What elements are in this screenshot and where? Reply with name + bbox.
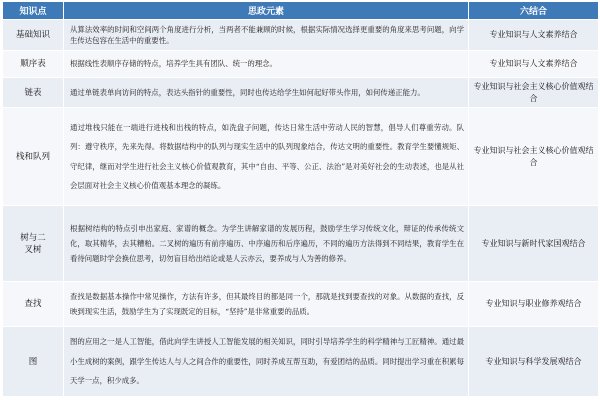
combination-cell: 专业知识与人文素养结合 — [469, 20, 599, 51]
knowledge-point-cell: 链表 — [3, 78, 64, 108]
combination-cell: 专业知识与人文素养结合 — [469, 51, 599, 78]
ideological-element-cell: 根据树结构的特点引申出家庭、家谱的概念。为学生讲解家谱的发展历程，鼓励学生学习传统文化，辩证的传承传统文化，取其精华，去其糟粕。二叉树的遍历有前序遍历、中序遍历和后序遍历，不同的遍历方法得到不同结果，教育学生在看待问题时学会换位思考，切勿盲目给出结论或是人云亦云，要养成与人为善的修养。 — [64, 206, 469, 282]
ideological-element-cell: 从算法效率的时间和空间两个角度进行分析，当两者不能兼顾的时候，根据实际情况选择更重要的角度来思考问题，向学生传达包容在生活中的重要性。 — [64, 20, 469, 51]
header-ideological-element: 思政元素 — [64, 2, 469, 20]
table-body — [3, 20, 599, 397]
knowledge-point-cell: 查找 — [3, 282, 64, 327]
table-row — [3, 51, 599, 78]
knowledge-point-cell: 图 — [3, 327, 64, 397]
ideological-element-cell: 根据线性表顺序存储的特点，培养学生具有团队、统一的理念。 — [64, 51, 469, 78]
knowledge-point-cell: 基础知识 — [3, 20, 64, 51]
ideological-element-cell: 通过堆栈只能在一端进行进栈和出栈的特点，如洗盘子问题，传达日常生活中劳动人民的智慧，倡导人们尊重劳动。队列：遵守秩序，先来先得。将数据结构中的队列与现实生活中的队列现象结合，传达文明的重要性。教育学生要懂规矩、守纪律，继而对学生进行社会主义核心价值观教育，其中“自由、平等、公正、法治”是对美好社会的生动表述，也是从社会层面对社会主义核心价值观基本理念的凝练。 — [64, 108, 469, 206]
ideology-table-page — [2, 1, 598, 398]
ideological-element-cell: 通过单链表单向访问的特点，表达头指针的重要性，同时也传达给学生如何起好带头作用，如何传递正能力。 — [64, 78, 469, 108]
table-row — [3, 282, 599, 327]
table-row — [3, 78, 599, 108]
ideology-table — [2, 1, 599, 397]
table-row — [3, 20, 599, 51]
combination-cell: 专业知识与科学发展观结合 — [469, 327, 599, 397]
table-row — [3, 108, 599, 206]
knowledge-point-cell: 顺序表 — [3, 51, 64, 78]
ideological-element-cell: 查找是数据基本操作中常见操作，方法有许多，但其最终目的都是同一个，那就是找到要查找的对象。从数据的查找，反映到现实生活，鼓励学生为了实现既定的目标，“坚持”是非常重要的品质。 — [64, 282, 469, 327]
combination-cell: 专业知识与新时代家国观结合 — [469, 206, 599, 282]
header-knowledge-point: 知识点 — [3, 2, 64, 20]
table-header — [3, 2, 599, 20]
ideological-element-cell: 图的应用之一是人工智能，借此向学生讲授人工智能发展的相关知识，同时引导培养学生的科学精神与工匠精神。通过最小生成树的案例，跟学生传达人与人之间合作的重要性，同时养成互帮互助，有爱团结的品质。同时提出学习重在积累每天学一点，积少成多。 — [64, 327, 469, 397]
header-six-combinations: 六结合 — [469, 2, 599, 20]
table-row — [3, 327, 599, 397]
combination-cell: 专业知识与社会主义核心价值观结合 — [469, 108, 599, 206]
knowledge-point-cell: 树与二叉树 — [3, 206, 64, 282]
combination-cell: 专业知识与职业修养观结合 — [469, 282, 599, 327]
table-row — [3, 206, 599, 282]
combination-cell: 专业知识与社会主义核心价值观结合 — [469, 78, 599, 108]
header-row — [3, 2, 599, 20]
knowledge-point-cell: 栈和队列 — [3, 108, 64, 206]
